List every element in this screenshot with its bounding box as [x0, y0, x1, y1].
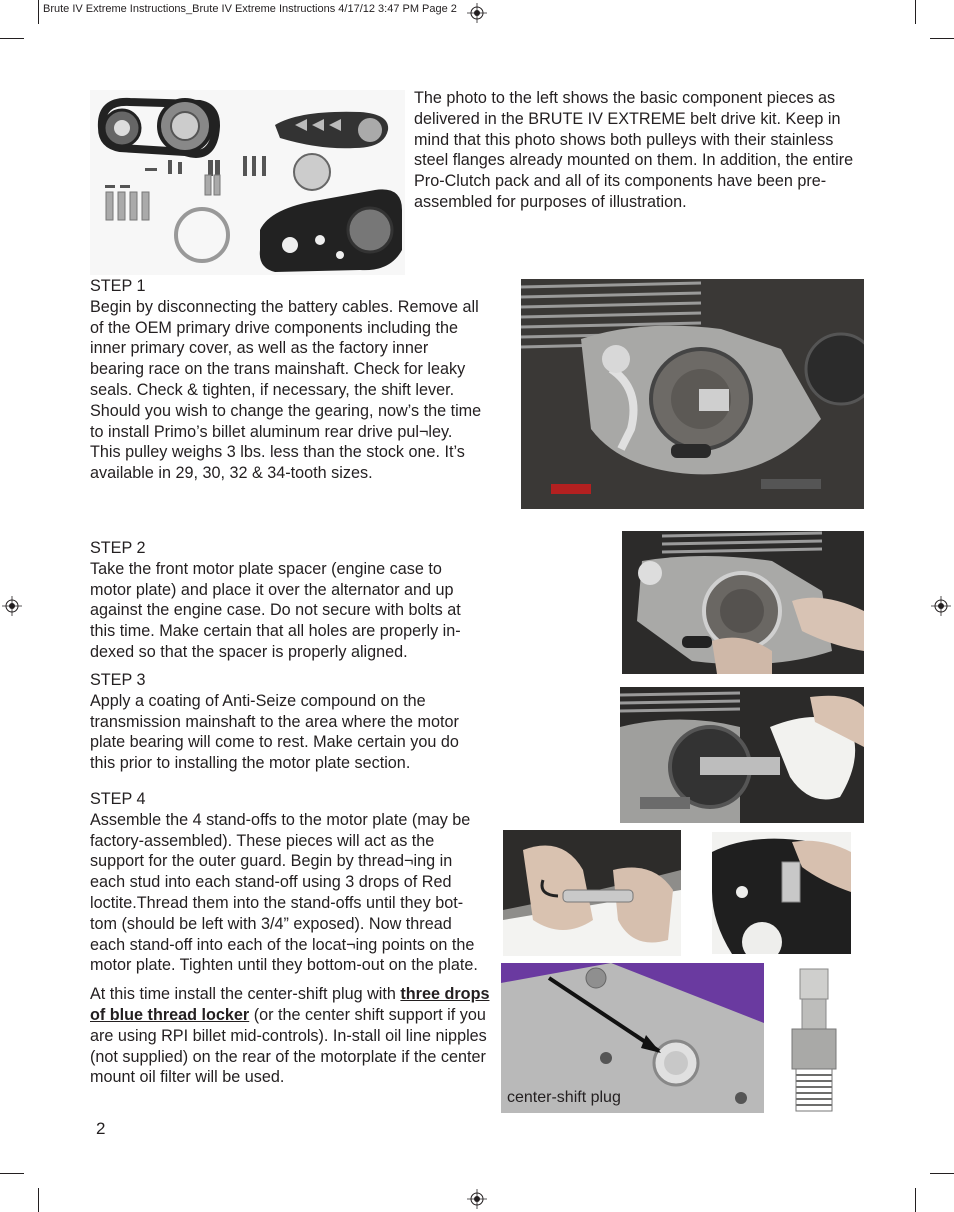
center-shift-plug-caption: center-shift plug [507, 1089, 621, 1106]
registration-mark-bottom-icon [467, 1189, 487, 1209]
step-1-title: STEP 1 [90, 277, 146, 295]
intro-paragraph [414, 88, 864, 213]
step-4-note [90, 984, 490, 1088]
step-4-section [90, 789, 490, 1088]
step-4-motor-plate-photo [712, 832, 851, 954]
step-3-section [90, 670, 485, 774]
step-2-title: STEP 2 [90, 539, 146, 557]
registration-mark-right-icon [931, 596, 951, 616]
oil-line-nipple-photo [778, 963, 850, 1116]
step-1-engine-photo [521, 279, 864, 509]
step-2-section [90, 538, 485, 663]
step-2-spacer-photo [622, 531, 864, 674]
intro-text: The photo to the left shows the basic component pieces as delivered in the BRUTE IV EXTREME belt drive kit. Keep in mind that this photo shows both pulleys with their stainless steel flanges already mounted on them. In addition, the entire Pro-Clutch pack and all of its components have been pre-assembled for purposes of illustration. [414, 89, 854, 211]
kit-components-photo [90, 90, 405, 275]
step-3-anti-seize-photo [620, 687, 864, 823]
step-4-note-before: At this time install the center-shift plug with [90, 985, 401, 1004]
registration-mark-top-icon [467, 3, 487, 23]
print-slug: Brute IV Extreme Instructions_Brute IV Extreme Instructions 4/17/12 3:47 PM Page 2 [43, 3, 457, 15]
step-4-standoff-photo [503, 830, 681, 956]
step-1-body: Begin by disconnecting the battery cables. Remove all of the OEM primary drive components including the inner primary cover, as well as the factory inner bearing race on the trans mainshaft. Check for leaky seals. Check & tighten, if necessary, the shift lever. Should you wish to change the gearing, now’s the time to install Primo’s billet aluminum rear drive pul¬ley. This pulley weighs 3 lbs. less than the stock one. It’s available in 29, 30, 32 & 34-tooth sizes. [90, 297, 482, 483]
step-4-note-emphasis: three drops of blue thread locker [90, 985, 490, 1024]
step-2-body: Take the front motor plate spacer (engine case to motor plate) and place it over the alternator and up against the engine case. Do not secure with bolts at this time. Make certain that all holes are properly in-dexed so that the spacer is properly aligned. [90, 559, 461, 661]
step-1-section [90, 276, 485, 484]
step-4-title: STEP 4 [90, 790, 146, 808]
registration-mark-left-icon [2, 596, 22, 616]
step-4-note-after: (or the center shift support if you are using RPI billet mid-controls). In-stall oil line nipples (not supplied) on the rear of the motorplate if the center mount oil filter will be used. [90, 1005, 487, 1087]
step-3-title: STEP 3 [90, 671, 146, 689]
page-number: 2 [96, 1119, 106, 1138]
step-4-body: Assemble the 4 stand-offs to the motor plate (may be factory-assembled). These pieces will act as the support for the outer guard. Begin by thread¬ing in each stud into each stand-off using 3 drops of Red loctite.Thread them into the stand-offs until they bot-tom (should be left with 3/4” exposed). Now thread each stand-off into each of the locat¬ing points on the motor plate. Tighten until they bottom-out on the plate. [90, 810, 478, 975]
step-3-body: Apply a coating of Anti-Seize compound on the transmission mainshaft to the area where the motor plate bearing will come to rest. Make certain you do this prior to installing the motor plate section. [90, 691, 459, 773]
